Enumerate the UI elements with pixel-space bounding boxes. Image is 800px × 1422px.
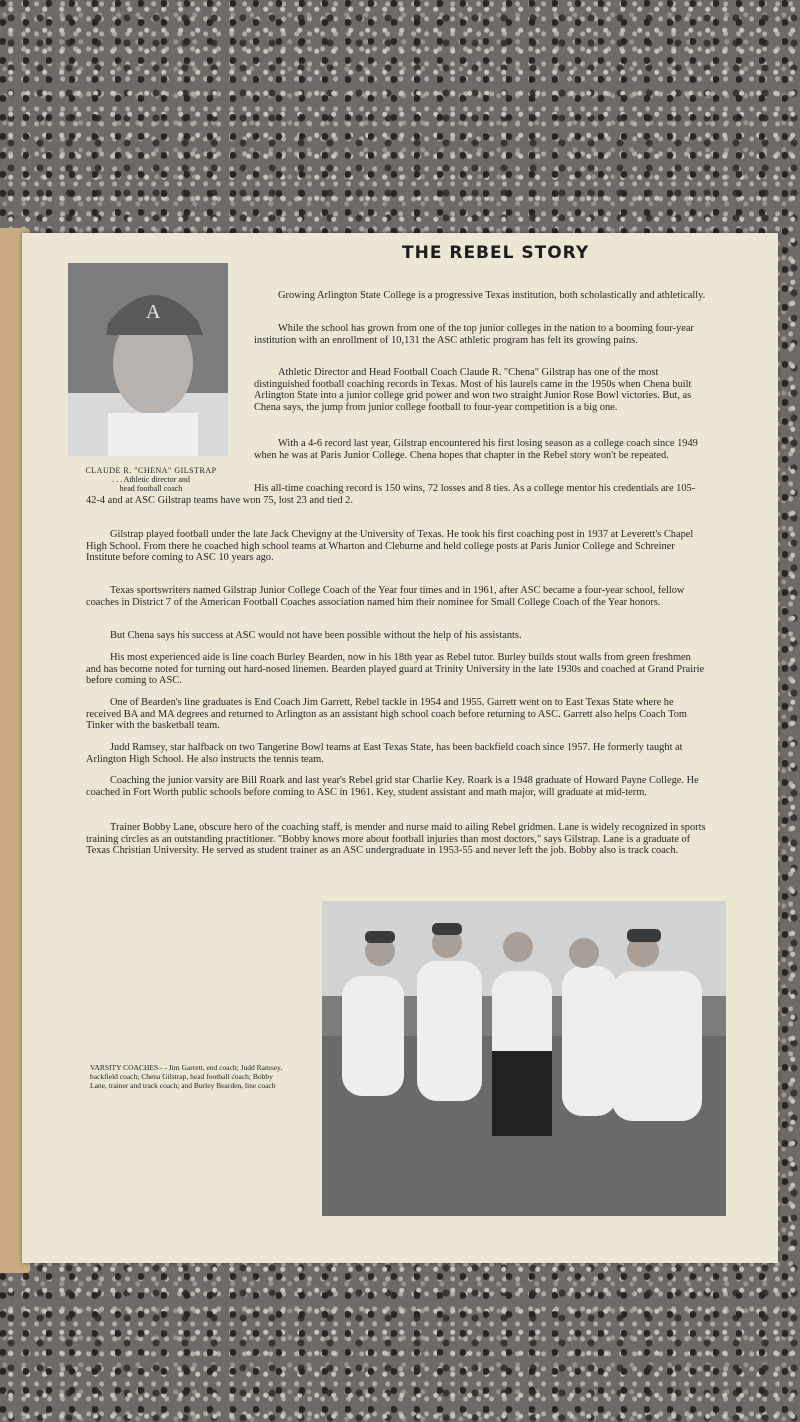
magazine-page (22, 233, 778, 1263)
caption-name: CLAUDE R. "CHENA" GILSTRAP (85, 466, 217, 475)
paragraph-6: Gilstrap played football under the late Jack Chevigny at the University of Texas. He took his first coaching post in 1937 at Leverett's Chapel High School. From there he coached high school teams at Wharton and Cleburne and held college posts at Paris Junior College and Schreiner Institute before coming to ASC 10 years ago. (86, 529, 694, 564)
paragraph-7: Texas sportswriters named Gilstrap Junior College Coach of the Year four times and in 1961, after ASC became a four-year school, fellow coaches in District 7 of the American Football Coaches association named him their nominee for Small College Coach of the Year honors. (86, 585, 685, 608)
caption-line-1: . . . Athletic director and (112, 475, 190, 484)
caption-line-2: head football coach (119, 484, 183, 493)
svg-text:A: A (146, 301, 161, 323)
paragraph-10: One of Bearden's line graduates is End Coach Jim Garrett, Rebel tackle in 1954 and 1955. Garrett went on to East Texas State where he received BA and MA degrees and returned to Arlington as an assistant high school coach before returning to ASC. Garrett also helps Coach Tom Tinker with the basketball team. (86, 697, 688, 732)
paragraph-3: Athletic Director and Head Football Coach Claude R. "Chena" Gilstrap has one of the most distinguished football coaching records in Texas. Most of his laurels came in the 1950s when Chena built Arlington State into a junior college grid power and won two straight Junior Rose Bowl victories. But, as Chena says, the jump from junior college football to four-year competition is a big one. (254, 367, 692, 413)
coach-portrait-photo (68, 263, 228, 456)
paragraph-13: Trainer Bobby Lane, obscure hero of the coaching staff, is mender and nurse maid to ailing Rebel gridmen. Lane is widely recognized in sports training circles as an outstanding practitioner. "Bobby knows more about football injuries than most doctors," says Gilstrap. Lane is a graduate of Texas Christian University. He served as student trainer as an ASC undergraduate in 1953-55 and never left the job. Bobby also is track coach. (86, 822, 706, 857)
paragraph-2: While the school has grown from one of the top junior colleges in the nation to a booming four-year institution with an enrollment of 10,131 the ASC athletic program has felt its growing pains. (254, 323, 694, 346)
paragraph-1: Growing Arlington State College is a progressive Texas institution, both scholastically and athletically. (278, 290, 706, 301)
page-title: THE REBEL STORY (402, 243, 590, 263)
paragraph-9: His most experienced aide is line coach Burley Bearden, now in his 18th year as Rebel tutor. Burley builds stout walls from green freshmen and has become noted for turning out hard-nosed linemen. Bearden played guard at Trinity University in the late 1930s and coached at Grand Prairie before coming to ASC. (86, 652, 705, 687)
paragraph-12: Coaching the junior varsity are Bill Roark and last year's Rebel grid star Charlie Key. Roark is a 1948 graduate of Howard Payne College. He coached in Fort Worth public schools before coming to ASC in 1961. Key, student assistant and math major, will graduate at mid-term. (86, 775, 699, 798)
paragraph-4: With a 4-6 record last year, Gilstrap encountered his first losing season as a college coach since 1949 when he was at Paris Junior College. Chena hopes that chapter in the Rebel story won't be repeated. (254, 438, 698, 461)
paragraph-5: His all-time coaching record is 150 wins, 72 losses and 8 ties. As a college mentor his credentials are 105-42-4 and at ASC Gilstrap teams have won 75, lost 23 and tied 2. (86, 483, 696, 506)
paragraph-11: Judd Ramsey, star halfback on two Tangerine Bowl teams at East Texas State, has been backfield coach since 1957. He formerly taught at Arlington High School. He also instructs the tennis team. (86, 742, 683, 765)
team-photo-caption: VARSITY COACHES - - Jim Garrett, end coach; Judd Ramsey, backfield coach; Chena Gilstrap, head football coach; Bobby Lane, trainer and track coach; and Burley Bearden, line coach (90, 1063, 283, 1090)
paragraph-8: But Chena says his success at ASC would not have been possible without the help of his assistants. (110, 630, 522, 641)
varsity-coaches-photo (322, 901, 726, 1216)
